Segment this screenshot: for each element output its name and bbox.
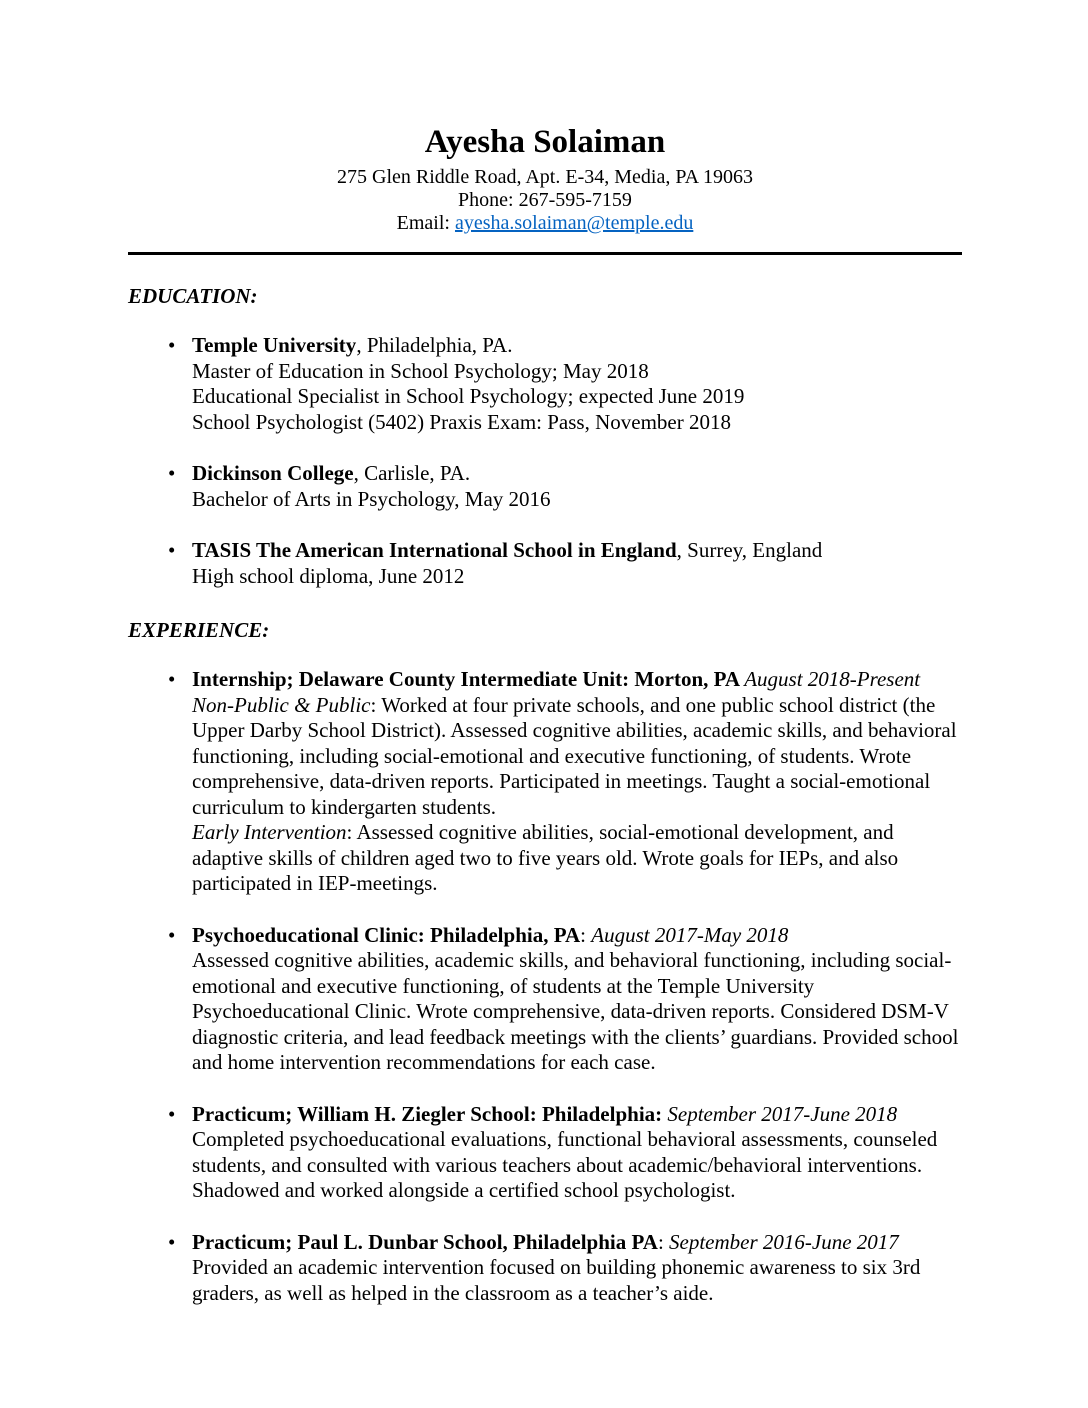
entry-paragraph	[192, 923, 962, 949]
text-run: September 2017-June 2018	[667, 1101, 898, 1126]
text-run: : Worked at four private schools, and one public school district (the Upper Darby School District). Assessed cognitive abilities, academic skills, and behavioral functioning, including social-emotional and executive functioning, of students. Wrote comprehensive, data-driven reports. Participated in meetings. Taught a social-emotional curriculum to kindergarten students.	[192, 692, 957, 819]
phone-line: Phone: 267-595-7159	[458, 189, 632, 211]
text-run: Dickinson College	[192, 461, 354, 485]
resume-section	[128, 284, 962, 589]
resume-sections	[128, 284, 962, 1306]
text-run: Assessed cognitive abilities, academic skills, and behavioral functioning, including social-emotional and executive functioning, of students at the Temple University Psychoeducational Clinic. Wrote comprehensive, data-driven reports. Considered DSM-V diagnostic criteria, and lead feedback meetings with the clients’ guardians. Provided school and home intervention recommendations for each case.	[192, 948, 959, 1074]
section-bullet-list	[166, 333, 962, 589]
text-run: , Philadelphia, PA.	[356, 333, 513, 357]
text-run: August 2018-Present	[744, 667, 921, 691]
text-run: Completed psychoeducational evaluations, functional behavioral assessments, counseled students, and consulted with various teachers about academic/behavioral interventions. Shadowed and worked alongside a certified school psychologist.	[192, 1127, 938, 1202]
resume-entry	[166, 538, 962, 589]
text-run: Practicum; Paul L. Dunbar School, Philadelphia PA	[192, 1229, 658, 1254]
email-link[interactable]: ayesha.solaiman@temple.edu	[454, 212, 694, 234]
entry-paragraph	[192, 410, 962, 436]
text-run: Non-Public & Public	[192, 692, 371, 717]
text-run: , Carlisle, PA.	[353, 461, 471, 485]
text-run: , Surrey, England	[676, 538, 823, 562]
text-run: Early Intervention	[192, 820, 347, 844]
entry-paragraph	[192, 487, 962, 513]
section-title: EDUCATION:	[128, 284, 258, 308]
resume-entry	[166, 461, 962, 512]
entry-paragraph	[192, 1255, 962, 1306]
text-run: Educational Specialist in School Psychology; expected June 2019	[192, 384, 745, 408]
text-run: August 2017-May 2018	[591, 922, 789, 947]
person-name: Ayesha Solaiman	[424, 124, 666, 160]
section-bullet-list	[166, 667, 962, 1306]
text-run: School Psychologist (5402) Praxis Exam: Pass, November 2018	[192, 409, 731, 434]
text-run: High school diploma, June 2012	[192, 563, 465, 588]
entry-paragraph	[192, 693, 962, 821]
header-divider	[128, 252, 962, 255]
resume-entry	[166, 923, 962, 1076]
resume-entry	[166, 667, 962, 897]
entry-paragraph	[192, 948, 962, 1076]
entry-paragraph	[192, 820, 962, 897]
text-run: Temple University	[192, 333, 357, 357]
text-run: Provided an academic intervention focused on building phonemic awareness to six 3rd graders, as well as helped in the classroom as a teacher’s aide.	[192, 1255, 921, 1305]
resume-header	[128, 122, 962, 235]
entry-paragraph	[192, 333, 962, 359]
entry-paragraph	[192, 384, 962, 410]
text-run: :	[657, 1229, 670, 1254]
entry-paragraph	[192, 461, 962, 487]
resume-entry	[166, 1230, 962, 1307]
email-label: Email:	[396, 212, 455, 234]
text-run: Practicum; William H. Ziegler School: Philadelphia:	[192, 1101, 668, 1126]
text-run: Bachelor of Arts in Psychology, May 2016	[192, 486, 551, 511]
entry-paragraph	[192, 1102, 962, 1128]
text-run: September 2016-June 2017	[669, 1229, 899, 1254]
entry-paragraph	[192, 359, 962, 385]
text-run: Master of Education in School Psychology; May 2018	[192, 358, 649, 383]
entry-paragraph	[192, 538, 962, 564]
text-run: TASIS The American International School in England	[192, 538, 677, 562]
section-title: EXPERIENCE:	[128, 618, 270, 642]
resume-section	[128, 618, 962, 1306]
entry-paragraph	[192, 1230, 962, 1256]
text-run: Internship; Delaware County Intermediate Unit: Morton, PA	[192, 667, 745, 691]
entry-paragraph	[192, 564, 962, 590]
text-run: Psychoeducational Clinic: Philadelphia, PA	[192, 922, 581, 947]
text-run: :	[580, 922, 592, 947]
entry-paragraph	[192, 1127, 962, 1204]
resume-entry	[166, 333, 962, 435]
address-line: 275 Glen Riddle Road, Apt. E-34, Media, PA 19063	[337, 166, 753, 188]
text-run: : Assessed cognitive abilities, social-emotional development, and adaptive skills of children aged two to five years old. Wrote goals for IEPs, and also participated in IEP-meetings.	[192, 820, 899, 895]
entry-paragraph	[192, 667, 962, 693]
resume-entry	[166, 1102, 962, 1204]
email-line	[128, 212, 962, 235]
